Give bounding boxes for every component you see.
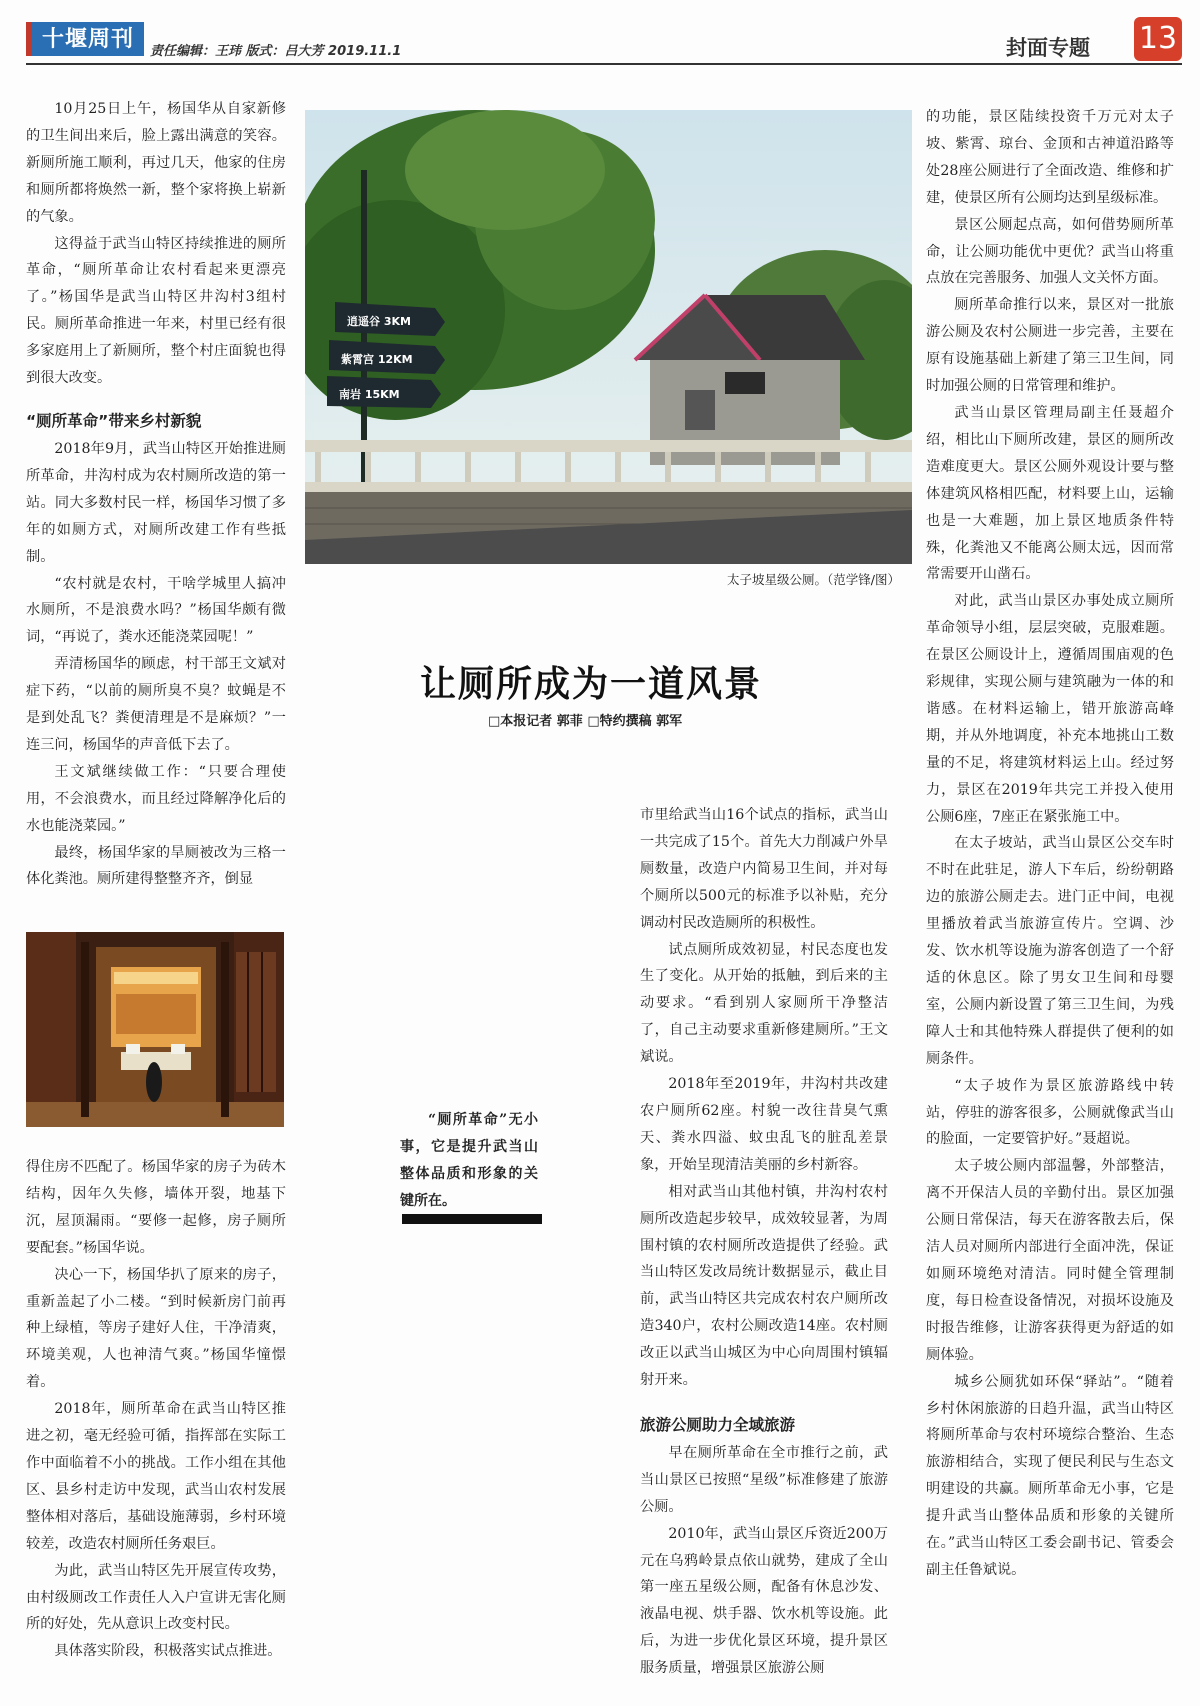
article-headline: 让厕所成为一道风景 xyxy=(420,663,763,705)
subheading: 旅游公厕助力全域旅游 xyxy=(640,1415,796,1434)
paragraph: 这得益于武当山特区持续推进的厕所革命，“厕所革命让农村看起来更漂亮了。”杨国华是武当山特区井沟村3组村民。厕所革命推进一年来，村里已经有很多家庭用上了新厕所，整个村庄面貌也得到很大改变。 xyxy=(26,235,286,387)
paragraph: 太子坡公厕内部温馨，外部整洁，离不开保洁人员的辛勤付出。景区加强公厕日常保洁，每天在游客散去后，保洁人员对厕所内部进行全面冲洗，保证如厕环境绝对清洁。同时健全管理制度，每日检查设备情况，对损坏设施及时报告维修，让游客获得更为舒适的如厕体验。 xyxy=(926,1158,1174,1363)
paragraph: 的功能，景区陆续投资千万元对太子坡、紫霄、琼台、金顶和古神道沿路等处28座公厕进行了全面改造、维修和扩建，使景区所有公厕均达到星级标准。 xyxy=(926,109,1174,206)
paragraph: 市里给武当山16个试点的指标，武当山一共完成了15个。首先大力削减户外旱厕数量，改造户内简易卫生间，并对每个厕所以500元的标准予以补贴，充分调动村民改造厕所的积极性。 xyxy=(640,807,888,931)
paragraph: 城乡公厕犹如环保“驿站”。“随着乡村休闲旅游的日趋升温，武当山特区将厕所革命与农村环境综合整治、生态旅游相结合，实现了便民利民与生态文明建设的共赢。厕所革命无小事，它是提升武当山整体品质和形象的关键所在。”武当山特区工委会副书记、管委会副主任鲁斌说。 xyxy=(926,1373,1174,1578)
section-title: 封面专题 xyxy=(1006,36,1090,60)
paragraph: “太子坡作为景区旅游路线中转站，停驻的游客很多，公厕就像武当山的脸面，一定要管护好。”聂超说。 xyxy=(926,1077,1174,1148)
paragraph: 得住房不匹配了。杨国华家的房子为砖木结构，因年久失修，墙体开裂，地基下沉，屋顶漏雨。“要修一起修，房子厕所要配套。”杨国华说。 xyxy=(26,1159,286,1256)
column-1-upper xyxy=(26,96,286,893)
sign-xiaoyaogu: 逍遥谷 3KM xyxy=(347,315,411,328)
main-photo-taizipo-restroom xyxy=(305,110,912,564)
paragraph: 景区公厕起点高，如何借势厕所革命，让公厕功能优中更优？武当山将重点放在完善服务、加强人文关怀方面。 xyxy=(926,216,1174,287)
paragraph: “农村就是农村，干啥学城里人搞冲水厕所，不是浪费水吗？”杨国华颇有微词，“再说了，粪水还能浇菜园呢！” xyxy=(26,575,286,646)
sign-nanyan: 南岩 15KM xyxy=(339,388,400,401)
paragraph: 对此，武当山景区办事处成立厕所革命领导小组，层层突破，克服难题。在景区公厕设计上，遵循周围庙观的色彩规律，实现公厕与建筑融为一体的和谐感。在材料运输上，错开旅游高峰期，并从外地调度，补充本地挑山工数量的不足，将建筑材料运上山。经过努力，景区在2019年共完工并投入使用公厕6座，7座正在紧张施工中。 xyxy=(926,593,1174,825)
paragraph: 王文斌继续做工作：“只要合理使用，不会浪费水，而且经过降解净化后的水也能浇菜园。” xyxy=(26,763,286,834)
paragraph: 具体落实阶段，积极落实试点推进。 xyxy=(54,1643,282,1660)
paragraph: 10月25日上午，杨国华从自家新修的卫生间出来后，脸上露出满意的笑容。新厕所施工顺利，再过几天，他家的住房和厕所都将焕然一新，整个家将换上崭新的气象。 xyxy=(26,101,286,225)
paragraph: 早在厕所革命在全市推行之前，武当山景区已按照“星级”标准修建了旅游公厕。 xyxy=(640,1444,888,1515)
paragraph: 为此，武当山特区先开展宣传攻势，由村级厕改工作责任人入户宣讲无害化厕所的好处，先从意识上改变村民。 xyxy=(26,1562,286,1633)
column-2 xyxy=(640,802,888,1682)
masthead-logo: 十堰周刊 xyxy=(26,22,144,56)
header-rule xyxy=(26,63,1182,65)
paragraph: 2018年，厕所革命在武当山特区推进之初，毫无经验可循，指挥部在实际工作中面临着不小的挑战。工作小组在其他区、县乡村走访中发现，武当山农村发展整体相对落后，基础设施薄弱，乡村环境较差，改造农村厕所任务艰巨。 xyxy=(26,1401,286,1552)
paragraph: 2010年，武当山景区斥资近200万元在乌鸦岭景点依山就势，建成了全山第一座五星级公厕，配备有休息沙发、液晶电视、烘手器、饮水机等设施。此后，为进一步优化景区环境，提升景区服务质量，增强景区旅游公厕 xyxy=(640,1525,888,1677)
column-1-lower xyxy=(26,1154,286,1665)
paragraph: 试点厕所成效初显，村民态度也发生了变化。从开始的抵触，到后来的主动要求。“看到别人家厕所干净整洁了，自己主动要求重新修建厕所。”王文斌说。 xyxy=(640,941,888,1066)
sign-zixiaogong: 紫霄宫 12KM xyxy=(341,353,413,366)
photo-caption: 太子坡星级公厕。（范学锋/图） xyxy=(727,572,900,587)
paragraph: 2018年至2019年，井沟村共改建农户厕所62座。村貌一改往昔臭气熏天、粪水四溢、蚊虫乱飞的脏乱差景象，开始呈现清洁美丽的乡村新容。 xyxy=(640,1076,888,1173)
page-number: 13 xyxy=(1134,17,1182,61)
pull-quote-text: “厕所革命”无小事，它是提升武当山整体品质和形象的关键所在。 xyxy=(400,1112,538,1209)
paragraph: 厕所革命推行以来，景区对一批旅游公厕及农村公厕进一步完善，主要在原有设施基础上新建了第三卫生间，同时加强公厕的日常管理和维护。 xyxy=(926,297,1174,395)
paragraph: 决心一下，杨国华扒了原来的房子，重新盖起了小二楼。“到时候新房门前再种上绿植，等房子建好人住，干净清爽，环境美观，人也神清气爽。”杨国华憧憬着。 xyxy=(26,1266,286,1391)
paragraph: 武当山景区管理局副主任聂超介绍，相比山下厕所改建，景区的厕所改造难度更大。景区公厕外观设计要与整体建筑风格相匹配，材料要上山，运输也是一大难题，加上景区地质条件特殊，化粪池又不能离公厕太远，因而常常需要开山凿石。 xyxy=(926,404,1174,583)
paragraph: 弄清杨国华的顾虑，村干部王文斌对症下药，“以前的厕所臭不臭？蚊蝇是不是到处乱飞？粪便清理是不是麻烦？”一连三问，杨国华的声音低下去了。 xyxy=(26,656,286,753)
paragraph: 相对武当山其他村镇，井沟村农村厕所改造起步较早，成效较显著，为周围村镇的农村厕所改造提供了经验。武当山特区发改局统计数据显示，截止目前，武当山特区共完成农村农户厕所改造340户，农村公厕改造14座。农村厕改正以武当山城区为中心向周围村镇辐射开来。 xyxy=(640,1183,888,1389)
paragraph: 2018年9月，武当山特区开始推进厕所革命，井沟村成为农村厕所改造的第一站。同大多数村民一样，杨国华习惯了多年的如厕方式，对厕所改建工作有些抵制。 xyxy=(26,440,286,565)
paragraph: 在太子坡站，武当山景区公交车时不时在此驻足，游人下车后，纷纷朝路边的旅游公厕走去。进门正中间，电视里播放着武当旅游宣传片。空调、沙发、饮水机等设施为游客创造了一个舒适的休息区。除了男女卫生间和母婴室，公厕内新设置了第三卫生间，为残障人士和其他特殊人群提供了便利的如厕条件。 xyxy=(926,835,1174,1067)
restroom-interior-photo xyxy=(26,932,284,1127)
pull-quote xyxy=(400,1107,538,1215)
editor-credits: 责任编辑：王玮 版式：吕大芳 2019.11.1 xyxy=(150,44,402,59)
pull-quote-bar xyxy=(402,1214,542,1224)
column-3 xyxy=(926,104,1174,1584)
article-byline: □本报记者 郭菲 □特约撰稿 郭军 xyxy=(488,714,683,729)
paragraph: 最终，杨国华家的旱厕被改为三格一体化粪池。厕所建得整整齐齐，倒显 xyxy=(26,844,286,888)
subheading: “厕所革命”带来乡村新貌 xyxy=(26,411,202,430)
